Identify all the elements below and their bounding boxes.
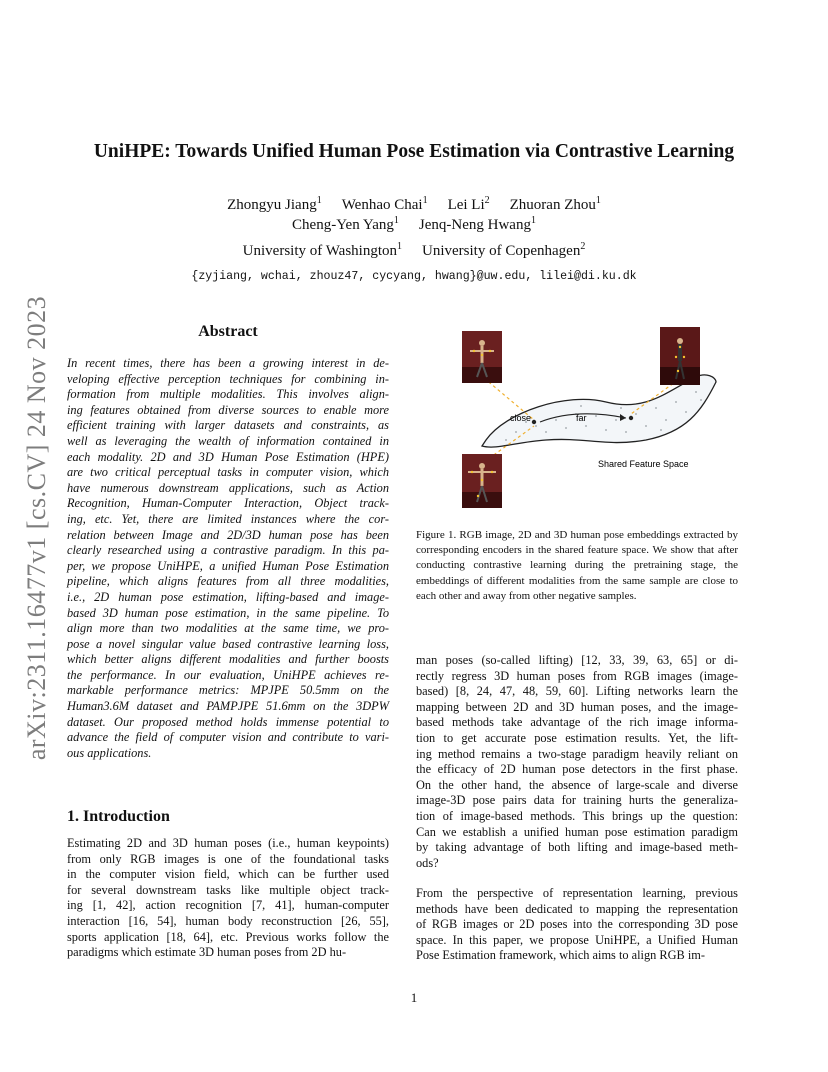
affiliation-marker: 2 <box>580 241 586 252</box>
text-line: pose a novel singular value based contrastive learning loss, <box>67 636 389 651</box>
text-line: for several downstream tasks like multiple object track- <box>67 882 389 897</box>
authors-line-2 <box>130 215 698 234</box>
text-line: advance the field of computer vision and contribute to vari- <box>67 730 389 745</box>
text-line: ing, etc. Yet, there are limited instances where the cor- <box>67 511 389 526</box>
author-name: University of Copenhagen$^2$ <box>422 241 586 259</box>
3d-pose-thumbnail <box>462 454 502 508</box>
page-number: 1 <box>410 990 418 1005</box>
author-name: Jenq-Neng Hwang$^1$ <box>418 215 536 233</box>
person-figure-icon <box>462 331 502 383</box>
text-line: Estimating 2D and 3D human poses (i.e., human keypoints) <box>67 836 389 850</box>
text-line: image-3D pose pairs data for training hurts the generaliza- <box>416 793 738 808</box>
author-name: Zhongyu Jiang$^1$ <box>227 195 322 213</box>
text-line: interaction [16, 54], human body reconstruction [26, 55], <box>67 913 389 928</box>
figure-1 <box>416 322 738 512</box>
text-line: In recent times, there has been a growing interest in de- <box>67 356 389 370</box>
affiliations <box>130 241 698 260</box>
label-shared-space: Shared Feature Space <box>598 459 689 469</box>
paper-title: UniHPE: Towards Unified Human Pose Estimation via Contrastive Learning <box>93 141 735 162</box>
2d-pose-thumbnail <box>660 327 700 385</box>
text-line: are two critical perceptual tasks in computer vision, which <box>67 465 389 480</box>
text-line: methods have been dedicated to mapping the representation <box>416 901 738 916</box>
author-name: Zhuoran Zhou$^1$ <box>509 195 601 213</box>
text-line: From the perspective of representation learning, previous <box>416 886 738 900</box>
close-point <box>532 420 536 424</box>
text-line: ing method remains a two-stage paradigm heavily reliant on <box>416 746 738 761</box>
text-line: ing features obtained from diverse sources to enable more <box>67 402 389 417</box>
text-line: each modality. 2D and 3D Human Pose Estimation (HPE) <box>67 449 389 464</box>
figure-1-caption: Figure 1. RGB image, 2D and 3D human pose embeddings extracted by corresponding encoders in the shared feature space. We show that after conducting contrastive learning during the pretraining stage, the embeddings of different modalities from the same sample are close to each other and away from other negative samples. <box>416 529 738 602</box>
text-line: mapping between 2D and 3D human poses, and the image- <box>416 699 738 714</box>
text-line: efficient training with larger datasets and constraints, as <box>67 418 389 433</box>
text-line: ods? <box>416 855 439 870</box>
text-line: tion of image-based methods. This brings up the question: <box>416 808 738 823</box>
rgb-image-thumbnail <box>462 331 502 383</box>
text-line: paradigms which estimate 3D human poses from 2D hu- <box>67 945 347 960</box>
text-line: based methods take advantage of the rich image informa- <box>416 715 738 730</box>
affiliation-marker: 1 <box>530 215 536 226</box>
author-emails: {zyjiang, wchai, zhouz47, cycyang, hwang}@uw.edu, lilei@di.ku.dk <box>191 270 637 283</box>
text-line: by taking advantage of both lifting and image-based meth- <box>416 840 738 855</box>
text-line: of RGB images or 2D poses into the corresponding 3D pose <box>416 917 738 932</box>
text-line: sports application [18, 64], etc. Previous works follow the <box>67 929 389 944</box>
text-line: i.e., 2D human pose estimation, lifting-based and image- <box>67 589 389 604</box>
text-line: relation between Image and 2D/3D human pose has been <box>67 527 389 542</box>
text-line: man poses (so-called lifting) [12, 33, 39, 63, 65] or di- <box>416 653 738 667</box>
text-line: space. In this paper, we propose UniHPE, a Unified Human <box>416 932 738 947</box>
text-line: based) [8, 24, 47, 48, 59, 60]. Lifting networks learn the <box>416 684 738 699</box>
affiliation-marker: 1 <box>316 195 322 206</box>
person-figure-icon <box>462 454 502 508</box>
manifold-shape <box>482 375 716 447</box>
text-line: based 3D human pose estimation, in the same pipeline. To <box>67 605 389 620</box>
text-line: which better aligns different modalities and further boosts <box>67 652 389 667</box>
text-line: align more than two modalities at the same time, we pro- <box>67 621 389 636</box>
text-line: pipeline, which aligns features from all three modalities, <box>67 574 389 589</box>
text-line: per, we propose UniHPE, a unified Human Pose Estimation <box>67 558 389 573</box>
text-line: dataset. Our proposed method holds immense potential to <box>67 714 389 729</box>
abstract-body <box>67 356 389 761</box>
text-line: veloping effective perception techniques for combining in- <box>67 371 389 386</box>
affiliation-marker: 2 <box>484 195 490 206</box>
far-point <box>629 416 633 420</box>
label-close: close <box>510 413 532 423</box>
intro-body <box>67 836 389 961</box>
author-name: Cheng-Yen Yang$^1$ <box>292 215 399 233</box>
affiliation-marker: 1 <box>393 215 399 226</box>
text-line: Pose Estimation framework, which aims to align RGB im- <box>416 948 706 963</box>
text-line: in the computer vision field, which can be further used <box>67 867 389 882</box>
affiliation-marker: 1 <box>595 195 601 206</box>
text-line: markable performance metrics: MPJPE 50.5mm on the <box>67 683 389 698</box>
text-line: have numerous downstream applications, such as Action <box>67 480 389 495</box>
text-line: clearly researched using a contrastive paradigm. In this pa- <box>67 543 389 558</box>
text-line: On the other hand, the absence of large-scale and diverse <box>416 777 738 792</box>
text-line: Recognition, Human-Computer Interaction, Object track- <box>67 496 389 511</box>
text-line: Human3.6M dataset and PAMPJPE 51.6mm on the 3DPW <box>67 699 389 714</box>
text-line: rectly regress 3D human poses from RGB images (image- <box>416 668 738 683</box>
text-line: the efficacy of 2D human pose detectors in the first phase. <box>416 762 738 777</box>
intro-heading: 1. Introduction <box>67 808 170 825</box>
text-line: from only RGB images is one of the foundational tasks <box>67 851 389 866</box>
text-line: well as leveraging the wealth of information contained in <box>67 433 389 448</box>
arxiv-stamp: arXiv:2311.16477v1 [cs.CV] 24 Nov 2023 <box>22 295 51 761</box>
person-figure-icon <box>660 327 700 385</box>
affiliation-marker: 1 <box>397 241 403 252</box>
text-line: tion to get accurate pose estimation results. Yet, the lift- <box>416 730 738 745</box>
right-column-body-2 <box>416 886 738 964</box>
text-line: ous applications. <box>67 745 152 760</box>
label-far: far <box>576 413 587 423</box>
abstract-heading: Abstract <box>198 323 258 340</box>
right-column-body <box>416 653 738 871</box>
affiliation-marker: 1 <box>422 195 428 206</box>
author-name: Lei Li$^2$ <box>447 195 490 213</box>
text-line: the performance. In our evaluation, UniHPE achieves re- <box>67 667 389 682</box>
text-line: Can we establish a unified human pose estimation paradigm <box>416 824 738 839</box>
author-name: Wenhao Chai$^1$ <box>341 195 428 213</box>
text-line: ing [1, 42], action recognition [7, 41], human-computer <box>67 898 389 913</box>
text-line: formation from multiple modalities. This involves align- <box>67 387 389 402</box>
author-name: University of Washington$^1$ <box>242 241 403 259</box>
authors-line-1 <box>130 195 698 214</box>
